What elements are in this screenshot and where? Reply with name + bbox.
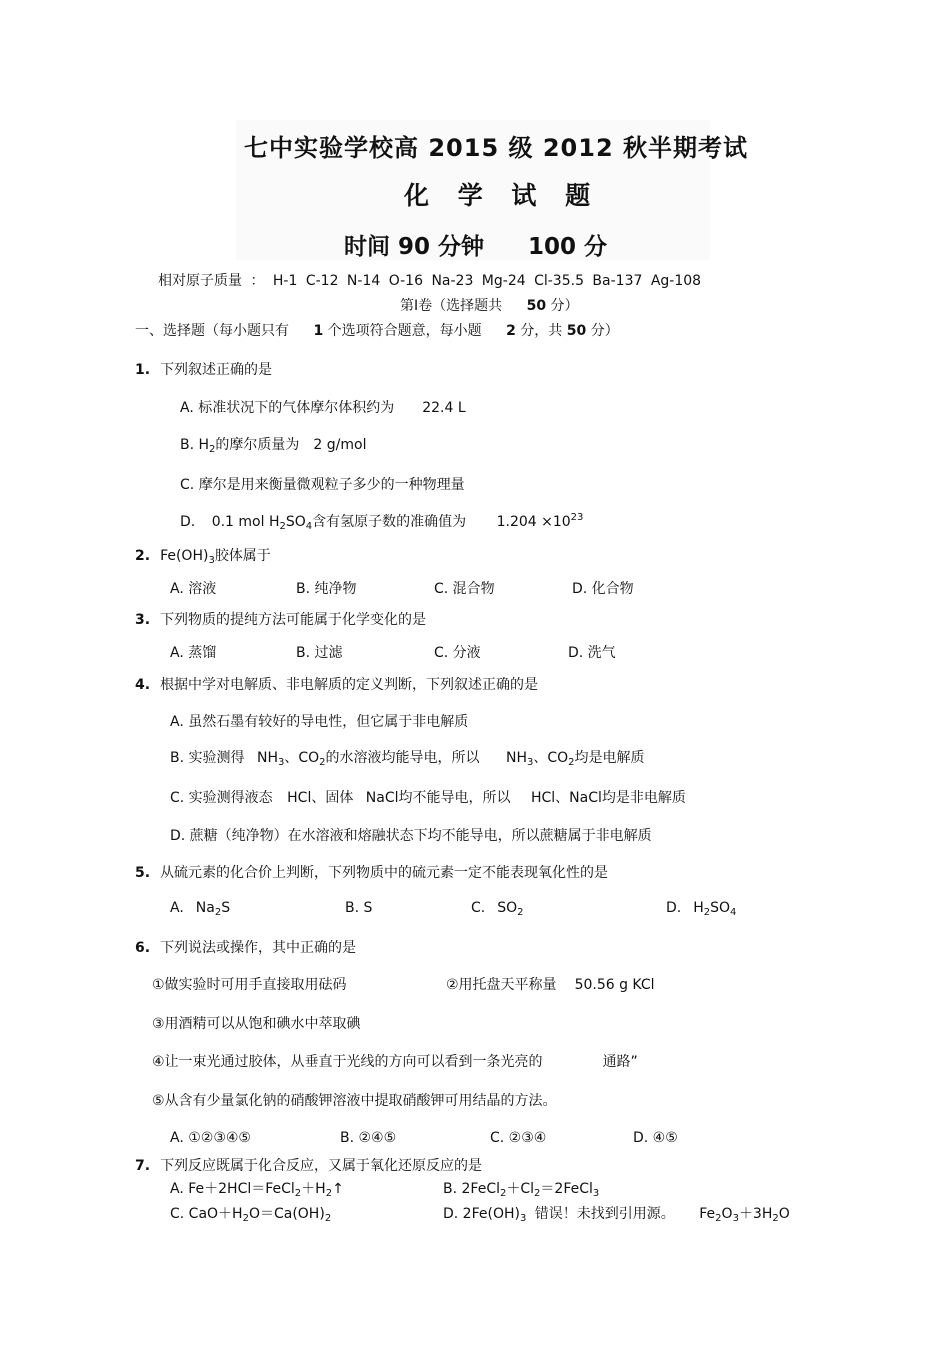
q7-option-c: C. $CaO+H_2O=Ca(OH)_2$	[170, 1206, 332, 1224]
q3-option-c: C. 分液	[434, 645, 481, 661]
q7-option-b: B. $2FeCl_2+Cl_2=2FeCl_3$	[443, 1181, 600, 1199]
q3-option-d: D. 洗气	[568, 645, 616, 661]
q6-statement-3: ③用酒精可以从饱和碘水中萃取碘	[152, 1016, 361, 1032]
question-1: 1. 下列叙述正确的是	[135, 362, 273, 378]
q4-option-c: C. 实验测得液态 HCl、固体 NaCl均不能导电，所以 HCl、NaCl均是非电解质	[170, 790, 686, 806]
volume-heading: 第Ⅰ卷（选择题共 50 分）	[400, 298, 579, 314]
q5-option-d: D. $H_2SO_4$	[666, 900, 737, 918]
q2-option-c: C. 混合物	[434, 581, 495, 597]
q4-option-b: B. 实验测得 $NH_3$、$CO_2$的水溶液均能导电，所以 $NH_3$、$CO_2$均是电解质	[170, 750, 645, 768]
question-5: 5. 从硫元素的化合价上判断，下列物质中的硫元素一定不能表现氧化性的是	[135, 865, 609, 881]
q3-option-b: B. 过滤	[296, 645, 343, 661]
q2-option-d: D. 化合物	[572, 581, 634, 597]
q4-option-a: A. 虽然石墨有较好的导电性，但它属于非电解质	[170, 714, 469, 730]
q5-option-b: B. S	[345, 900, 373, 916]
section-heading: 一、选择题（每小题只有 1 个选项符合题意，每小题 2 分，共 50 分）	[135, 323, 619, 339]
q2-option-b: B. 纯净物	[296, 581, 357, 597]
q5-option-a: A. $Na_2S$	[170, 900, 231, 918]
question-3: 3. 下列物质的提纯方法可能属于化学变化的是	[135, 612, 427, 628]
q7-option-d: D. $2Fe(OH)_3$ 错误！未找到引用源。 $Fe_2O_3+3H_2O$	[443, 1206, 790, 1224]
q6-statement-1: ①做实验时可用手直接取用砝码	[152, 977, 347, 993]
q6-statement-5: ⑤从含有少量氯化钠的硝酸钾溶液中提取硝酸钾可用结晶的方法。	[152, 1093, 557, 1109]
q6-option-c: C. ②③④	[490, 1130, 547, 1146]
q5-option-c: C. $SO_2$	[471, 900, 524, 918]
q4-option-d: D. 蔗糖（纯净物）在水溶液和熔融状态下均不能导电，所以蔗糖属于非电解质	[170, 828, 652, 844]
q6-statement-2: ②用托盘天平称量 50.56 g KCl	[446, 977, 655, 993]
q1-option-c: C. 摩尔是用来衡量微观粒子多少的一种物理量	[180, 477, 465, 493]
q6-option-d: D. ④⑤	[633, 1130, 678, 1146]
question-7: 7. 下列反应既属于化合反应，又属于氧化还原反应的是	[135, 1158, 483, 1174]
question-6: 6. 下列说法或操作，其中正确的是	[135, 940, 357, 956]
q1-option-a: A. 标准状况下的气体摩尔体积约为 22.4 L	[180, 400, 466, 416]
subject-title: 化 学 试 题	[404, 181, 601, 210]
q2-option-a: A. 溶液	[170, 581, 217, 597]
question-4: 4. 根据中学对电解质、非电解质的定义判断，下列叙述正确的是	[135, 677, 539, 693]
q6-statement-4: ④让一束光通过胶体，从垂直于光线的方向可以看到一条光亮的 通路”	[152, 1054, 638, 1070]
q6-option-b: B. ②④⑤	[340, 1130, 397, 1146]
q6-option-a: A. ①②③④⑤	[170, 1130, 251, 1146]
score-label: 100 分	[528, 234, 608, 260]
question-2: 2. $Fe(OH)_3$胶体属于	[135, 548, 271, 566]
q7-option-a: A. $Fe+2HCl=FeCl_2+H_2↑$	[170, 1181, 344, 1199]
time-label: 时间 90 分钟	[344, 234, 485, 260]
atomic-mass: 相对原子质量 ： H-1 C-12 N-14 O-16 Na-23 Mg-24 Cl-35.5 Ba-137 Ag-108	[158, 273, 702, 289]
q1-option-d: D. 0.1 mol $H_2SO_4$含有氢原子数的准确值为 $1.204 \times 10^{23}$	[180, 512, 584, 532]
q1-option-b: B. $H_2$的摩尔质量为 2 g/mol	[180, 437, 367, 455]
q3-option-a: A. 蒸馏	[170, 645, 217, 661]
exam-title: 七中实验学校高 2015 级 2012 秋半期考试	[244, 134, 749, 162]
